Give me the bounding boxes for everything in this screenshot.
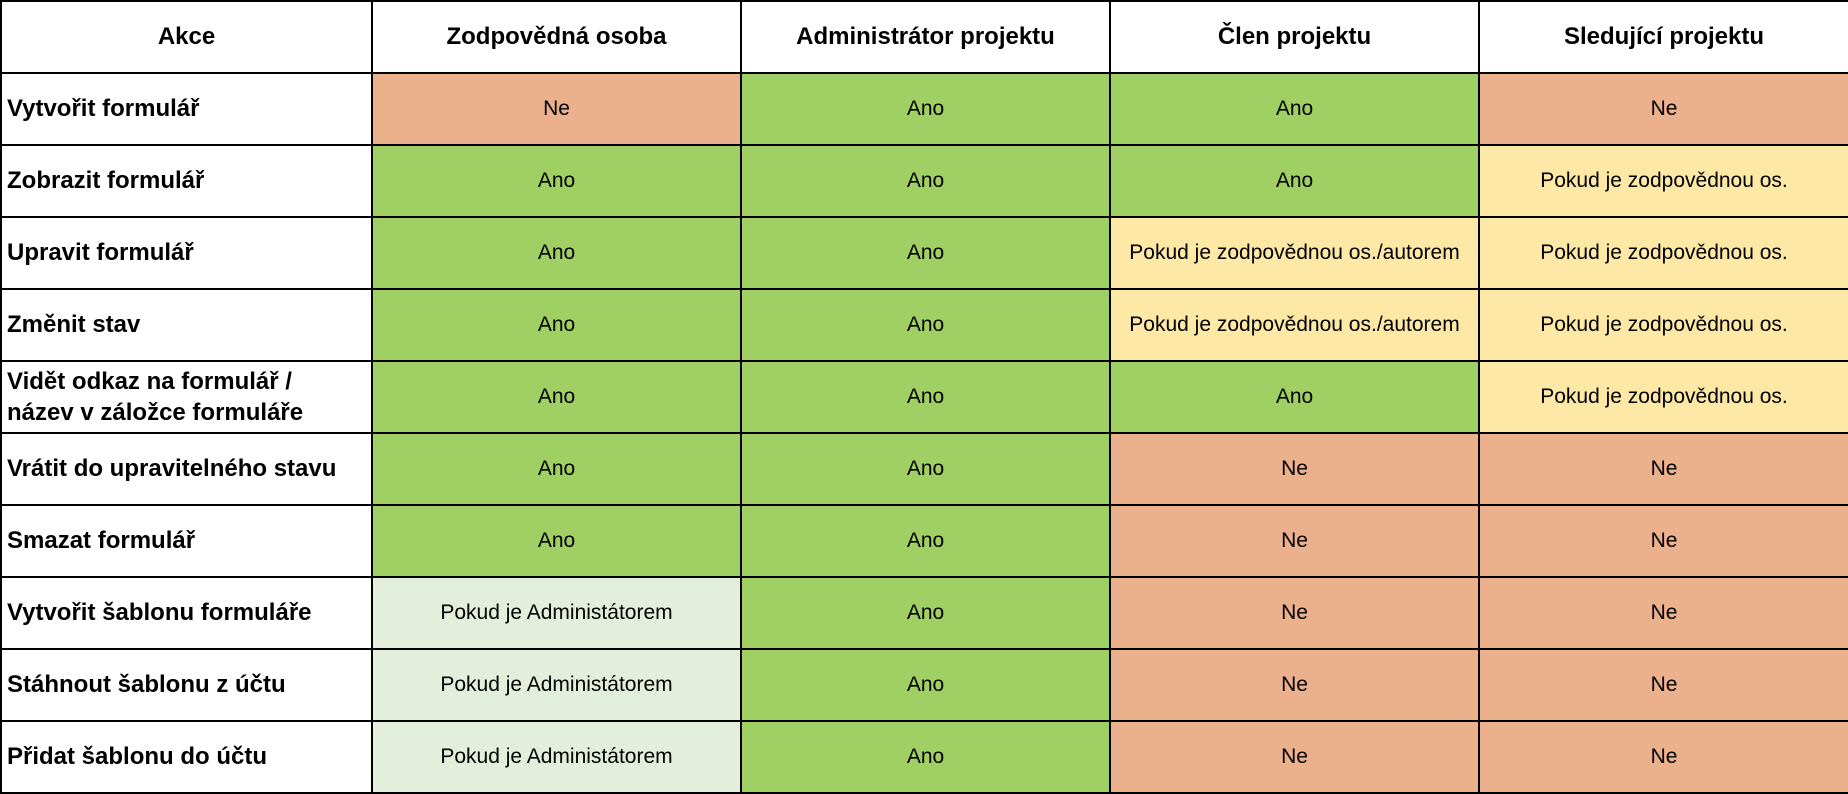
- table-row: [1, 577, 1848, 649]
- permission-cell: Ano: [741, 145, 1110, 217]
- permission-cell: Pokud je zodpovědnou os.: [1479, 145, 1848, 217]
- permission-cell: Ano: [741, 721, 1110, 793]
- row-action-label: Vrátit do upravitelného stavu: [1, 433, 372, 505]
- permission-cell: Ano: [741, 649, 1110, 721]
- permission-cell: Ano: [372, 289, 741, 361]
- row-action-label: Stáhnout šablonu z účtu: [1, 649, 372, 721]
- permission-cell: Pokud je zodpovědnou os./autorem: [1110, 289, 1479, 361]
- header-action: Akce: [1, 1, 372, 73]
- row-action-label: Zobrazit formulář: [1, 145, 372, 217]
- permission-cell: Ano: [741, 361, 1110, 433]
- header-project-admin: Administrátor projektu: [741, 1, 1110, 73]
- permission-cell: Ne: [1110, 577, 1479, 649]
- permission-cell: Ano: [372, 361, 741, 433]
- row-action-label: Vytvořit šablonu formuláře: [1, 577, 372, 649]
- permission-cell: Ano: [741, 577, 1110, 649]
- row-action-label-line: Vidět odkaz na formulář /: [7, 367, 292, 395]
- permission-cell: Pokud je zodpovědnou os.: [1479, 361, 1848, 433]
- permission-cell: Ano: [741, 217, 1110, 289]
- table-row: [1, 73, 1848, 145]
- permission-cell: Ano: [741, 73, 1110, 145]
- permission-cell: Ano: [372, 505, 741, 577]
- permission-cell: Ne: [1110, 649, 1479, 721]
- permission-cell: Ne: [1479, 505, 1848, 577]
- row-action-label: Smazat formulář: [1, 505, 372, 577]
- table-row: [1, 721, 1848, 793]
- permission-cell: Ne: [1479, 73, 1848, 145]
- permission-cell: Ne: [1110, 505, 1479, 577]
- permission-cell: Ano: [372, 145, 741, 217]
- row-action-label: Vytvořit formulář: [1, 73, 372, 145]
- row-action-label: Změnit stav: [1, 289, 372, 361]
- permission-cell: Ne: [1110, 433, 1479, 505]
- table-row: [1, 217, 1848, 289]
- permission-cell: Pokud je zodpovědnou os.: [1479, 217, 1848, 289]
- permission-cell: Ne: [1110, 721, 1479, 793]
- row-action-label: Upravit formulář: [1, 217, 372, 289]
- table-row: [1, 433, 1848, 505]
- row-action-label: [1, 361, 372, 433]
- permission-cell: Ano: [1110, 73, 1479, 145]
- permission-cell: Ano: [741, 433, 1110, 505]
- permission-cell: Ne: [1479, 721, 1848, 793]
- permission-cell: Ano: [1110, 145, 1479, 217]
- header-row: [1, 1, 1848, 73]
- permission-cell: Ne: [1479, 649, 1848, 721]
- permission-cell: Ano: [741, 505, 1110, 577]
- table-row: [1, 649, 1848, 721]
- permission-cell: Pokud je Administátorem: [372, 577, 741, 649]
- permission-cell: Pokud je Administátorem: [372, 721, 741, 793]
- table-row: [1, 145, 1848, 217]
- permission-cell: Pokud je Administátorem: [372, 649, 741, 721]
- permission-cell: Ne: [1479, 433, 1848, 505]
- row-action-label: Přidat šablonu do účtu: [1, 721, 372, 793]
- permission-cell: Ne: [1479, 577, 1848, 649]
- permission-cell: Ano: [372, 217, 741, 289]
- table-row: [1, 505, 1848, 577]
- table-row: [1, 289, 1848, 361]
- header-responsible-person: Zodpovědná osoba: [372, 1, 741, 73]
- permission-cell: Pokud je zodpovědnou os.: [1479, 289, 1848, 361]
- permission-cell: Pokud je zodpovědnou os./autorem: [1110, 217, 1479, 289]
- header-project-watcher: Sledující projektu: [1479, 1, 1848, 73]
- permission-cell: Ano: [741, 289, 1110, 361]
- permission-cell: Ano: [1110, 361, 1479, 433]
- header-project-member: Člen projektu: [1110, 1, 1479, 73]
- permission-cell: Ne: [372, 73, 741, 145]
- row-action-label-line: název v záložce formuláře: [7, 399, 304, 426]
- permission-cell: Ano: [372, 433, 741, 505]
- table-row: [1, 361, 1848, 433]
